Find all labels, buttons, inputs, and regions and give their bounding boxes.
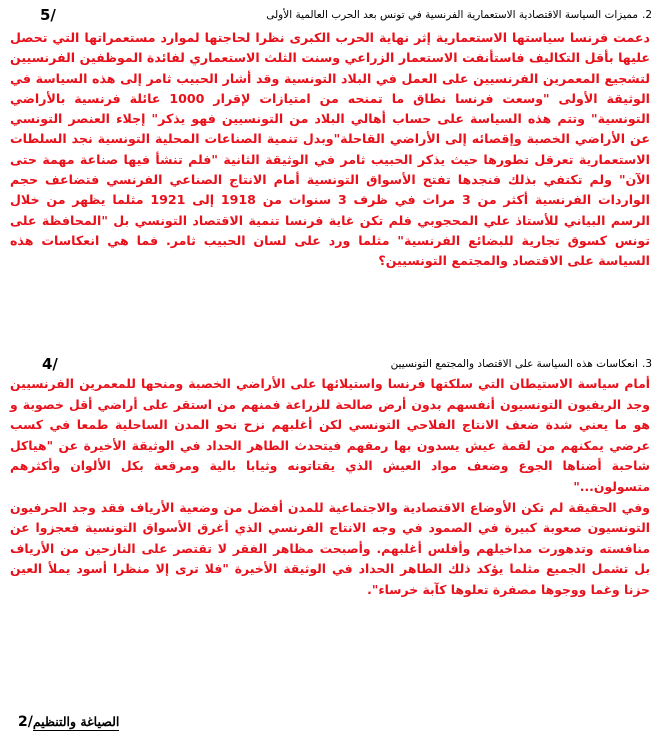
section-2-score: 5/ [40, 6, 56, 24]
section-2-number: 2. [641, 9, 652, 21]
section-3-heading [8, 355, 652, 373]
section-3-answer-paragraph: أمام سياسة الاستيطان التي سلكتها فرنسا واستيلائها على الأراضي الخصبة ومنحها للمعمرين الفرنسيين وجد الريفيون التونسيون أنفسهم بدون أرض صالحة للزراعة فمنهم من استقر على أراضي أقل خصوبة و هو ما يعني شدة ضعف الانتاج الفلاحي التونسي لكن أغلبهم نزح نحو المدن الساحلية طمعا في كسب عرضي يمكنهم من لقمة عيش يسدون بها رمقهم فيتحدث الطاهر الحداد في الوثيقة الأخيرة عن "هياكل شاحبة أضناها الجوع وضعف مواد العيش الذي يقتاتونه وثيابا بالية ومرقعة بكل الألوان وأكثرهم متسولون..." [10, 376, 650, 494]
section-3-number: 3. [641, 358, 652, 370]
section-2-answer-text: دعمت فرنسا سياستها الاستعمارية إثر نهاية الحرب الكبرى نظرا لحاجتها لموارد مستعمراتها التي تحصل عليها بأقل التكاليف فاستأنفت الاستعمار الزراعي وسنت الثلث الاستعماري لفائدة الموظفين الفرنسيين لتشجيع المعمرين الفرنسيين على العمل في البلاد التونسية وقد أشار الحبيب ثامر إلى هذه السياسة في الوثيقة الأولى "وسعت فرنسا نطاق ما تمنحه من امتيازات لإقرار 1000 عائلة فرنسية بالأراضي التونسية" وتتم هذه السياسة على حساب أهالي البلاد من التونسيين فهو يذكر" إجلاء العنصر التونسي عن الأراضي الخصبة وإقصائه إلى الأراضي القاحلة"وبدل تنمية الصناعات المحلية التونسية نجد السلطات الاستعمارية تعرقل تطورها حيث يذكر الحبيب ثامر في الوثيقة الثانية "فلم تنشأ فيها صناعة مهمة حتى الآن" ولم تكتفي بذلك فنجدها تفتح الأسواق التونسية أمام الانتاج الصناعي الفرنسي فتضاعف حجم الواردات الفرنسية أكثر من 3 مرات في ظرف 3 سنوات من 1918 إلى 1921 مثلما يظهر من خلال الرسم البياني للأستاذ علي المحجوبي فلم تكن غاية فرنسا تنمية الاقتصاد التونسي بل "المحافظة على تونس كسوق تجارية للبضائع الفرنسية" مثلما ورد على لسان الحبيب ثامر. فما هي انعكاسات هذه السياسة على الاقتصاد والمجتمع التونسيين؟ [10, 30, 650, 269]
section-3-answer-paragraph: وفي الحقيقة لم تكن الأوضاع الاقتصادية والاجتماعية للمدن أفضل من وضعية الأرياف فقد وجد الحرفيون التونسيون صعوبة كبيرة في الصمود في وجه الانتاج الفرنسي الذي أغرق الأسواق التونسية فعجزوا عن منافسته وتدهورت مداخيلهم وأفلس أغلبهم. وأصبحت مظاهر الفقر لا تقتصر على النازحين من الأرياف بل تشمل الجميع مثلما يؤكد ذلك الطاهر الحداد في الوثيقة الأخيرة "فلا ترى إلا منظرا أسود يملأ العين حزنا وغما ووجوها مصفرة تعلوها كآبة خرساء". [10, 499, 650, 597]
section-2-heading [8, 6, 652, 24]
section-2-answer [10, 28, 650, 272]
section-3-answer [10, 374, 650, 601]
section-2-title: مميزات السياسة الاقتصادية الاستعمارية الفرنسية في تونس بعد الحرب العالمية الأولى [266, 9, 638, 21]
footer-score: 2/ [18, 714, 33, 730]
footer [12, 712, 119, 732]
footer-title: الصياغة والتنظيم [32, 713, 120, 729]
section-3-score: 4/ [42, 355, 58, 373]
section-3-title: انعكاسات هذه السياسة على الاقتصاد والمجتمع التونسيين [390, 358, 638, 370]
